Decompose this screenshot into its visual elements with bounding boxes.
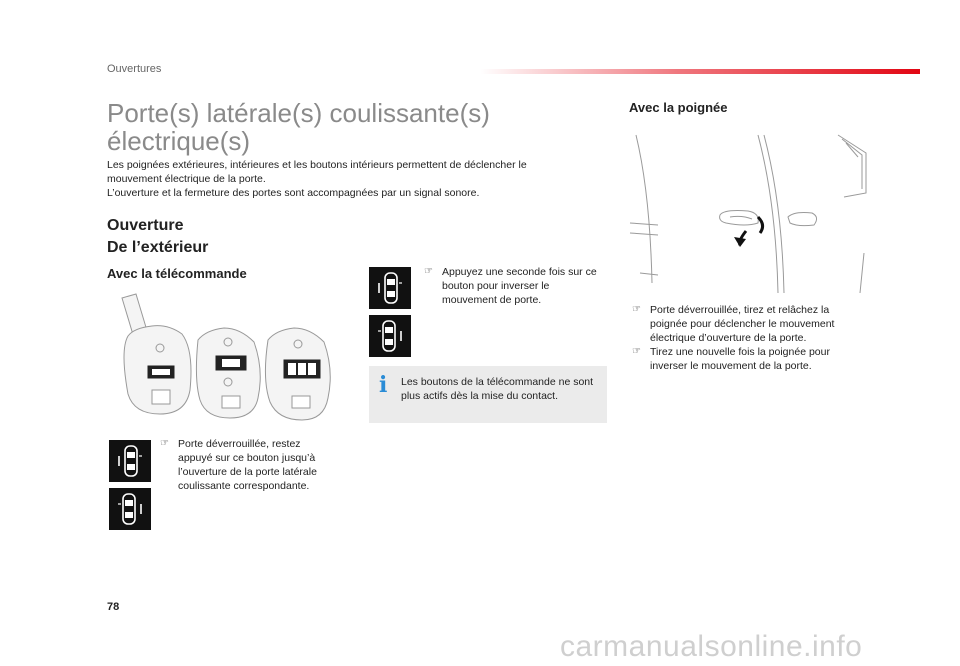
watermark: carmanualsonline.info (560, 630, 863, 663)
telecommande-instruction (160, 437, 330, 493)
sliding-door-left-icon (375, 271, 405, 305)
heading-exterieur: De l’extérieur (107, 239, 209, 256)
page-title-line1: Porte(s) latérale(s) coulissante(s) (107, 98, 490, 128)
info-icon: i (379, 372, 388, 398)
key-1 (122, 294, 191, 414)
inverse-instruction (424, 265, 604, 307)
info-text: Les boutons de la télécommande ne sont plus actifs dès la mise du contact. (401, 376, 594, 402)
heading-ouverture: Ouverture (107, 217, 184, 234)
intro-text (107, 158, 577, 200)
poignee-instruction-1: Porte déverrouillée, tirez et relâchez la poignée pour déclencher le mouvement électrique d’ouverture de la porte. (650, 304, 835, 344)
sliding-door-right-icon (375, 319, 405, 353)
info-box (369, 366, 607, 423)
door-button-tile-mid-2 (369, 315, 411, 357)
page-number: 78 (107, 601, 120, 613)
page-title-line2: électrique(s) (107, 126, 251, 156)
key-3 (265, 328, 330, 420)
telecommande-instruction-text: Porte déverrouillée, restez appuyé sur ce bouton jusqu’à l’ouverture de la porte latérale coulissante correspondante. (178, 438, 317, 492)
intro-paragraph-1: Les poignées extérieures, intérieures et les boutons intérieurs permettent de déclencher le mouvement électrique de la porte. (107, 159, 527, 185)
header-red-line (480, 69, 920, 74)
bullet-arrow-icon: ☞ (632, 346, 641, 357)
intro-paragraph-2: L’ouverture et la fermeture des portes sont accompagnées par un signal sonore. (107, 187, 480, 199)
bullet-arrow-icon: ☞ (424, 266, 433, 277)
remote-keys-illustration (112, 290, 337, 425)
heading-telecommande: Avec la télécommande (107, 266, 247, 281)
section-title: Ouvertures (107, 63, 162, 75)
door-button-tile-mid-1 (369, 267, 411, 309)
page-title (107, 99, 527, 155)
door-button-tile-left (109, 440, 151, 482)
key-2 (196, 328, 260, 418)
heading-poignee: Avec la poignée (629, 100, 728, 115)
door-button-tile-right (109, 488, 151, 530)
poignee-instruction-2: Tirez une nouvelle fois la poignée pour inverser le mouvement de la porte. (650, 346, 830, 372)
bullet-arrow-icon: ☞ (160, 438, 169, 449)
bullet-arrow-icon: ☞ (632, 304, 641, 315)
door-handle-illustration (628, 133, 870, 293)
inverse-instruction-text: Appuyez une seconde fois sur ce bouton pour inverser le mouvement de porte. (442, 266, 597, 306)
sliding-door-left-icon (115, 444, 145, 478)
sliding-door-right-icon (115, 492, 145, 526)
poignee-instructions (632, 303, 862, 373)
